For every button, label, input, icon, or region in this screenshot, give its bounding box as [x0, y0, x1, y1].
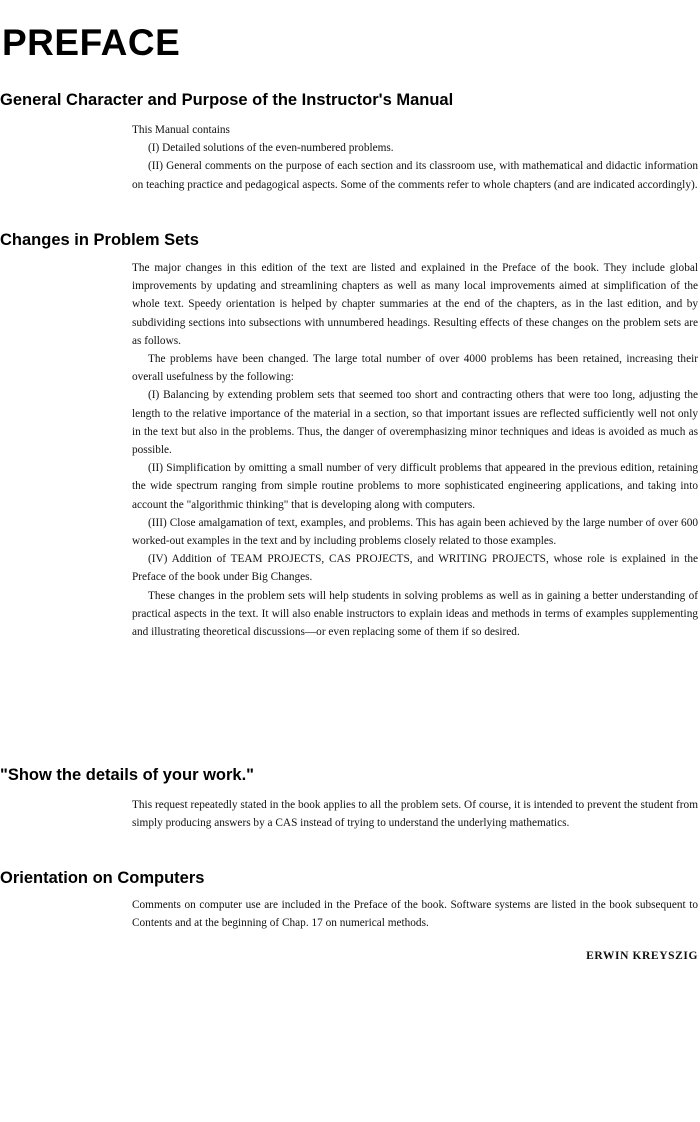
paragraph: Comments on computer use are included in the Preface of the book. Software systems are listed in the book subsequent to Contents and at the beginning of Chap. 17 on numerical methods. — [132, 899, 698, 930]
paragraph: (I) Balancing by extending problem sets that seemed too short and contracting others that were too long, adjusting the length to the relative importance of the material in a section, so that important issues are reflected sufficiently well not only in the text but also in the problems. Thus, the danger of overemphasizing minor techniques and ideas is avoided as much as possible. — [132, 389, 698, 457]
paragraph: (III) Close amalgamation of text, examples, and problems. This has again been achieved by the large number of over 600 worked-out examples in the text and by including problems closely related to those examples. — [132, 516, 698, 548]
section-heading-computers: Orientation on Computers — [0, 869, 205, 887]
section-body-character-purpose — [132, 121, 698, 194]
section-body-changes — [132, 259, 698, 641]
paragraph: (I) Detailed solutions of the even-numbered problems. — [148, 142, 394, 155]
author-signature: ERWIN KREYSZIG — [586, 950, 698, 962]
section-body-computers — [132, 896, 698, 932]
page-title: PREFACE — [2, 22, 181, 63]
paragraph: The major changes in this edition of the text are listed and explained in the Preface of the book. They include global improvements by updating and streamlining chapters as well as many local improvements aimed at simplification of the whole text. Speedy orientation is helped by chapter summaries at the end of the chapters, as in the last edition, and by subdividing sections into subsections with unnumbered headings. Resulting effects of these changes on the problem sets are as follows. — [132, 262, 698, 347]
paragraph: (II) Simplification by omitting a small number of very difficult problems that appeared in the previous edition, retaining the wide spectrum ranging from simple routine problems to more sophisticated engineering applications, and taking into account the "algorithmic thinking" that is developing along with computers. — [132, 462, 698, 511]
paragraph: (II) General comments on the purpose of each section and its classroom use, with mathematical and didactic information on teaching practice and pedagogical aspects. Some of the comments refer to whole chapters (and are indicated accordingly). — [132, 160, 698, 191]
section-heading-character-purpose: General Character and Purpose of the Instructor's Manual — [0, 91, 454, 109]
paragraph: This Manual contains — [132, 124, 230, 136]
paragraph: The problems have been changed. The large total number of over 4000 problems has been retained, increasing their overall usefulness by the following: — [132, 353, 698, 384]
paragraph: (IV) Addition of TEAM PROJECTS, CAS PROJECTS, and WRITING PROJECTS, whose role is explained in the Preface of the book under Big Changes. — [132, 553, 698, 584]
section-body-show-details — [132, 796, 698, 832]
section-heading-show-details: "Show the details of your work." — [0, 766, 255, 784]
section-heading-changes: Changes in Problem Sets — [0, 231, 199, 249]
paragraph: These changes in the problem sets will help students in solving problems as well as in gaining a better understanding of practical aspects in the text. It will also enable instructors to explain ideas and methods in terms of examples supplementing and illustrating theoretical discussions—or even replacing some of them if so desired. — [132, 589, 698, 639]
paragraph: This request repeatedly stated in the book applies to all the problem sets. Of course, it is intended to prevent the student from simply producing answers by a CAS instead of trying to understand the underlying mathematics. — [132, 799, 698, 830]
